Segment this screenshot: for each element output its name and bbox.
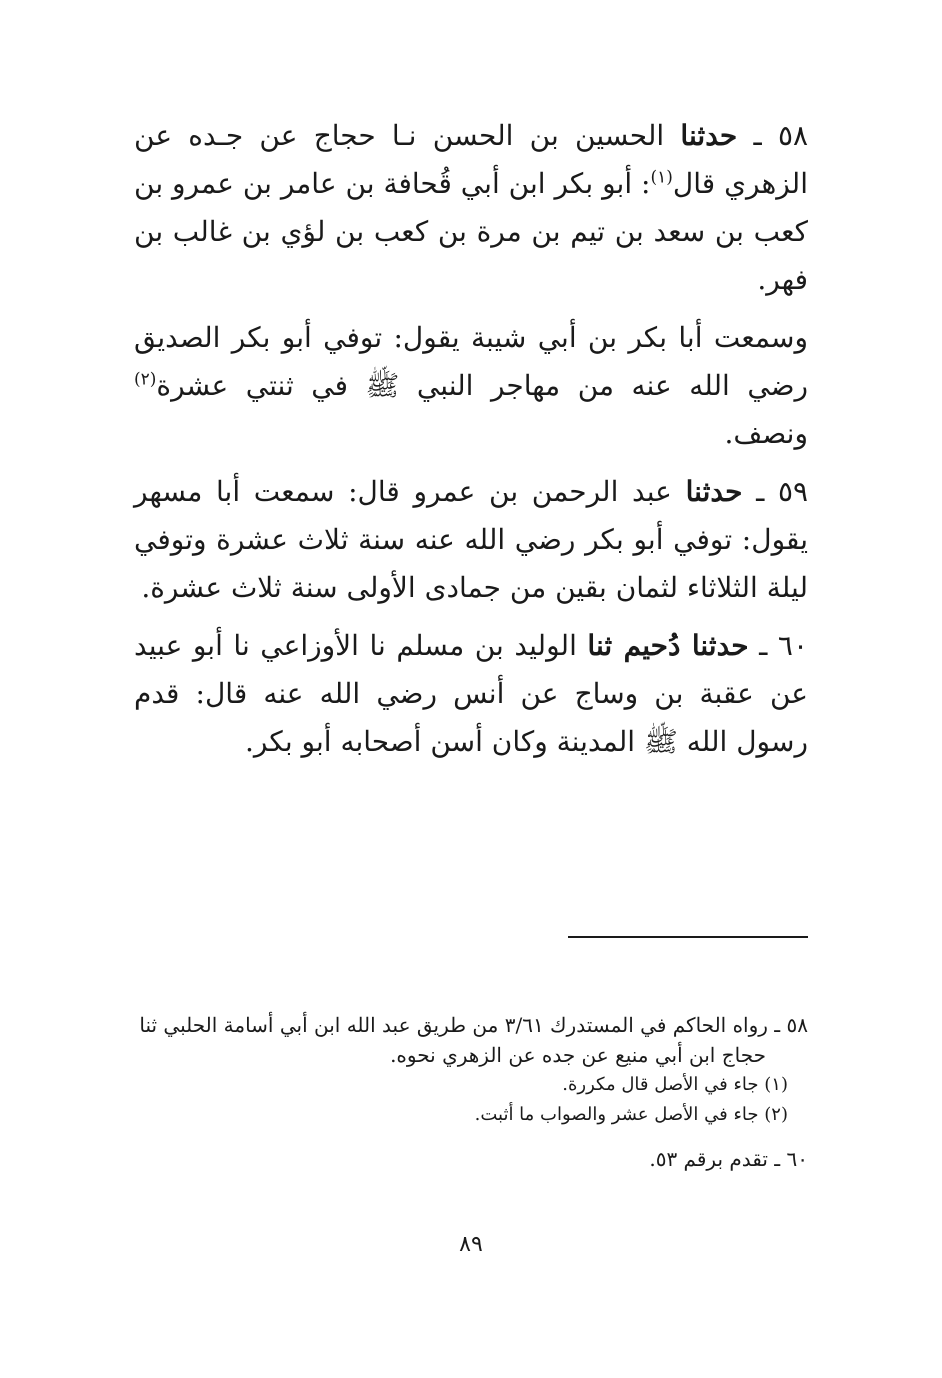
narration-keyword: حدثنا [685,475,743,508]
hadith-number: ٥٩ ـ [756,475,809,508]
page-number: ٨٩ [459,1232,483,1257]
footnote-1: (١) جاء في الأصل قال مكررة. [562,1074,788,1095]
hadith-58 [134,112,808,304]
footnote-marker: (١) [650,167,673,188]
main-text [134,112,808,776]
hadith-text: الحسين بن الحسن نـا حجاج عن جـده عن الزهري قال [134,119,808,200]
footnote-60: ٦٠ ـ تقدم برقم ٥٣. [649,1147,808,1171]
footnote-marker: (٢) [134,369,157,390]
hadith-58-note [134,314,808,458]
narration-keyword: حدثنا [680,119,738,152]
narration-keyword: حدثنا دُحيم ثنا [587,629,749,662]
hadith-number: ٥٨ ـ [753,119,809,152]
footnote-2: (٢) جاء في الأصل عشر والصواب ما أثبت. [474,1104,788,1125]
hadith-number: ٦٠ ـ [759,629,808,662]
hadith-text-cont: ونصف. [724,417,808,450]
hadith-59 [134,468,808,612]
footnotes [134,1010,808,1174]
footnote-separator [568,936,808,938]
footnote-58-line1: ٥٨ ـ رواه الحاكم في المستدرك ٣/٦١ من طريق عبد الله ابن أبي أسامة الحلبي ثنا [139,1013,808,1037]
hadith-text: عبد الرحمن بن عمرو قال: سمعت أبا مسهر يقول: توفي أبو بكر رضي الله عنه سنة ثلاث عشرة وتوفي ليلة الثلاثاء لثمان بقين من جمادى الأولى سنة ثلاث عشرة. [134,475,808,604]
hadith-text-cont: : أبو بكر ابن أبي قُحافة بن عامر بن عمرو بن كعب بن سعد بن تيم بن مرة بن كعب بن لؤي بن غالب بن فهر. [134,167,808,296]
hadith-text: الوليد بن مسلم نا الأوزاعي نا أبو عبيد عن عقبة بن وساج عن أنس رضي الله عنه قال: قدم رسول الله ﷺ المدينة وكان أسن أصحابه أبو بكر. [134,629,808,758]
hadith-60 [134,622,808,766]
hadith-text: وسمعت أبا بكر بن أبي شيبة يقول: توفي أبو بكر الصديق رضي الله عنه من مهاجر النبي ﷺ في ثنتي عشرة [134,321,808,402]
footnote-58-line2: حجاج ابن أبي منيع عن جده عن الزهري نحوه. [390,1043,766,1067]
